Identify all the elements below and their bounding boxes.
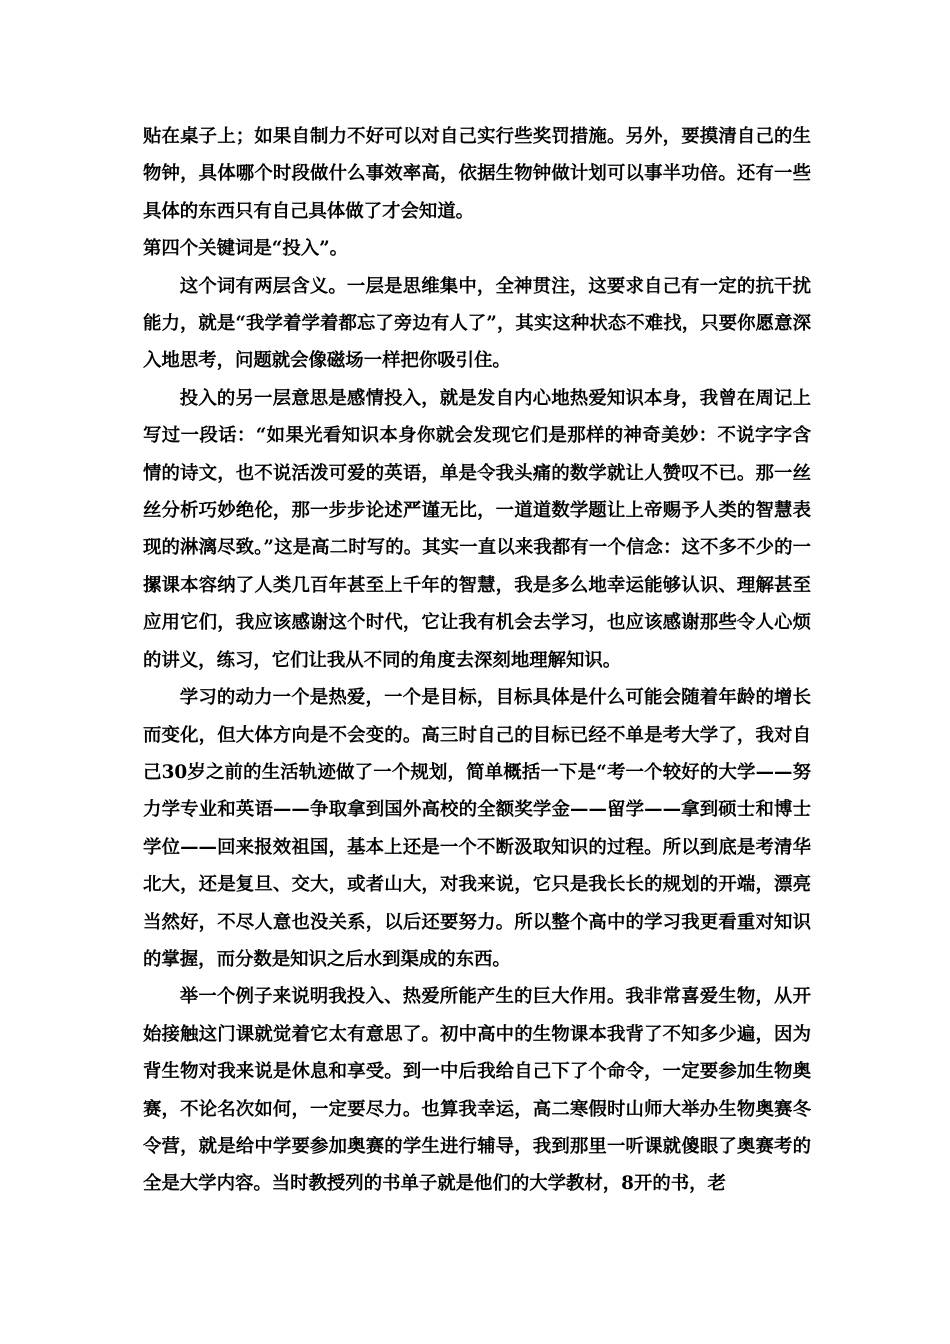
paragraph-3: 这个词有两层含义。一层是思维集中，全神贯注，这要求自己有一定的抗干扰能力，就是“我学着学着都忘了旁边有人了”，其实这种状态不难找，只要你愿意深入地思考，问题就会像磁场一样把你吸引住。 (143, 275, 811, 372)
paragraph-2-heading: 第四个关键词是“投入”。 (143, 238, 349, 260)
paragraph-5: 学习的动力一个是热爱，一个是目标，目标具体是什么可能会随着年龄的增长而变化，但大体方向是不会变的。高三时自己的目标已经不单是考大学了，我对自己30岁之前的生活轨迹做了一个规划，简单概括一下是“考一个较好的大学——努力学专业和英语——争取拿到国外高校的全额奖学金——留学——拿到硕士和博士学位——回来报效祖国，基本上还是一个不断汲取知识的过程。所以到底是考清华北大，还是复旦、交大，或者山大，对我来说，它只是我长长的规划的开端，漂亮当然好，不尽人意也没关系，以后还要努力。所以整个高中的学习我更看重对知识的掌握，而分数是知识之后水到渠成的东西。 (143, 687, 811, 970)
paragraph-1: 贴在桌子上；如果自制力不好可以对自己实行些奖罚措施。另外，要摸清自己的生物钟，具体哪个时段做什么事效率高，依据生物钟做计划可以事半功倍。还有一些具体的东西只有自己具体做了才会知道。 (143, 126, 811, 222)
document-page (143, 118, 811, 1203)
paragraph-4: 投入的另一层意思是感情投入，就是发自内心地热爱知识本身，我曾在周记上写过一段话：“如果光看知识本身你就会发现它们是那样的神奇美妙：不说字字含情的诗文，也不说活泼可爱的英语，单是令我头痛的数学就让人赞叹不已。那一丝丝分析巧妙绝伦，那一步步论述严谨无比，一道道数学题让上帝赐予人类的智慧表现的淋漓尽致。”这是高二时写的。其实一直以来我都有一个信念：这不多不少的一摞课本容纳了人类几百年甚至上千年的智慧，我是多么地幸运能够认识、理解甚至应用它们，我应该感谢这个时代，它让我有机会去学习，也应该感谢那些令人心烦的讲义，练习，它们让我从不同的角度去深刻地理解知识。 (143, 387, 811, 671)
paragraph-6: 举一个例子来说明我投入、热爱所能产生的巨大作用。我非常喜爱生物，从开始接触这门课就觉着它太有意思了。初中高中的生物课本我背了不知多少遍，因为背生物对我来说是休息和享受。到一中后我给自己下了个命令，一定要参加生物奥赛，不论名次如何，一定要尽力。也算我幸运，高二寒假时山师大举办生物奥赛冬令营，就是给中学要参加奥赛的学生进行辅导，我到那里一听课就傻眼了奥赛考的全是大学内容。当时教授列的书单子就是他们的大学教材，8开的书，老 (143, 986, 811, 1195)
